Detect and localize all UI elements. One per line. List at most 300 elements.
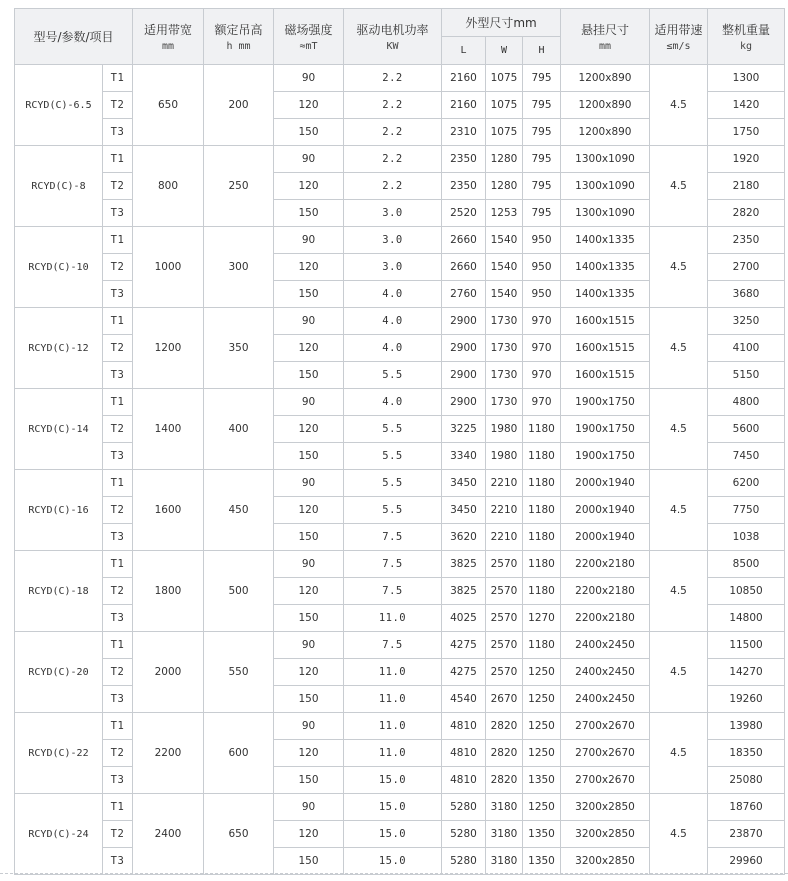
model-name-cell: RCYD(C)-20: [15, 632, 103, 713]
weight-cell: 13980: [708, 713, 785, 740]
table-row: [15, 632, 785, 659]
header-dim-h: H: [523, 37, 561, 65]
weight-cell: 8500: [708, 551, 785, 578]
speed-cell: 4.5: [650, 632, 708, 713]
type-cell: T3: [103, 524, 133, 551]
suspension-cell: 1400x1335: [561, 227, 650, 254]
dim-l-cell: 2660: [442, 254, 486, 281]
belt-width-cell: 2000: [133, 632, 204, 713]
dim-h-cell: 795: [523, 92, 561, 119]
speed-cell: 4.5: [650, 551, 708, 632]
suspension-cell: 2700x2670: [561, 713, 650, 740]
power-cell: 4.0: [344, 335, 442, 362]
dim-l-cell: 2160: [442, 92, 486, 119]
dim-w-cell: 3180: [486, 794, 523, 821]
header-weight: 整机重量 kg: [708, 9, 785, 65]
type-cell: T2: [103, 497, 133, 524]
weight-cell: 7450: [708, 443, 785, 470]
dim-h-cell: 1270: [523, 605, 561, 632]
type-cell: T1: [103, 65, 133, 92]
dim-h-cell: 950: [523, 254, 561, 281]
dim-l-cell: 4810: [442, 767, 486, 794]
power-cell: 11.0: [344, 605, 442, 632]
lift-height-cell: 300: [204, 227, 274, 308]
power-cell: 7.5: [344, 578, 442, 605]
weight-cell: 14270: [708, 659, 785, 686]
dim-w-cell: 1540: [486, 227, 523, 254]
power-cell: 3.0: [344, 254, 442, 281]
dim-h-cell: 1180: [523, 416, 561, 443]
dim-l-cell: 2900: [442, 389, 486, 416]
lift-height-cell: 350: [204, 308, 274, 389]
suspension-cell: 1600x1515: [561, 335, 650, 362]
type-cell: T1: [103, 551, 133, 578]
magnetic-cell: 90: [274, 389, 344, 416]
dim-l-cell: 2160: [442, 65, 486, 92]
speed-cell: 4.5: [650, 65, 708, 146]
magnetic-cell: 150: [274, 362, 344, 389]
dim-h-cell: 970: [523, 389, 561, 416]
type-cell: T2: [103, 173, 133, 200]
dim-w-cell: 1540: [486, 254, 523, 281]
type-cell: T2: [103, 92, 133, 119]
dim-l-cell: 5280: [442, 848, 486, 875]
magnetic-cell: 90: [274, 632, 344, 659]
dim-w-cell: 2570: [486, 605, 523, 632]
type-cell: T2: [103, 254, 133, 281]
magnetic-cell: 150: [274, 767, 344, 794]
table-row: [15, 308, 785, 335]
dim-l-cell: 2660: [442, 227, 486, 254]
dim-h-cell: 1180: [523, 497, 561, 524]
dim-h-cell: 1250: [523, 659, 561, 686]
dim-w-cell: 2210: [486, 524, 523, 551]
dim-w-cell: 1540: [486, 281, 523, 308]
magnetic-cell: 90: [274, 146, 344, 173]
model-name-cell: RCYD(C)-10: [15, 227, 103, 308]
belt-width-cell: 2200: [133, 713, 204, 794]
dim-l-cell: 2760: [442, 281, 486, 308]
type-cell: T2: [103, 740, 133, 767]
suspension-cell: 1600x1515: [561, 308, 650, 335]
dim-w-cell: 3180: [486, 848, 523, 875]
suspension-cell: 2200x2180: [561, 605, 650, 632]
dim-l-cell: 4540: [442, 686, 486, 713]
suspension-cell: 1200x890: [561, 92, 650, 119]
suspension-cell: 2400x2450: [561, 632, 650, 659]
header-suspension: 悬挂尺寸 mm: [561, 9, 650, 65]
suspension-cell: 2700x2670: [561, 767, 650, 794]
weight-cell: 5600: [708, 416, 785, 443]
dim-w-cell: 2670: [486, 686, 523, 713]
dim-w-cell: 1075: [486, 92, 523, 119]
weight-cell: 1920: [708, 146, 785, 173]
dim-h-cell: 1180: [523, 443, 561, 470]
magnetic-cell: 150: [274, 605, 344, 632]
suspension-cell: 1600x1515: [561, 362, 650, 389]
dim-h-cell: 1250: [523, 740, 561, 767]
spec-table: [14, 8, 785, 875]
type-cell: T1: [103, 470, 133, 497]
model-name-cell: RCYD(C)-6.5: [15, 65, 103, 146]
table-row: [15, 470, 785, 497]
dim-h-cell: 1180: [523, 578, 561, 605]
type-cell: T3: [103, 686, 133, 713]
power-cell: 2.2: [344, 65, 442, 92]
type-cell: T3: [103, 848, 133, 875]
dim-h-cell: 1180: [523, 551, 561, 578]
power-cell: 11.0: [344, 740, 442, 767]
magnetic-cell: 150: [274, 443, 344, 470]
model-name-cell: RCYD(C)-22: [15, 713, 103, 794]
suspension-cell: 2400x2450: [561, 686, 650, 713]
suspension-cell: 2200x2180: [561, 578, 650, 605]
type-cell: T1: [103, 713, 133, 740]
weight-cell: 1038: [708, 524, 785, 551]
model-name-cell: RCYD(C)-16: [15, 470, 103, 551]
dim-l-cell: 2900: [442, 362, 486, 389]
magnetic-cell: 90: [274, 551, 344, 578]
weight-cell: 2700: [708, 254, 785, 281]
magnetic-cell: 120: [274, 578, 344, 605]
bottom-divider: [0, 873, 788, 874]
table-row: [15, 65, 785, 92]
belt-width-cell: 1000: [133, 227, 204, 308]
speed-cell: 4.5: [650, 227, 708, 308]
dim-w-cell: 1980: [486, 416, 523, 443]
belt-width-cell: 800: [133, 146, 204, 227]
type-cell: T2: [103, 821, 133, 848]
dim-w-cell: 2210: [486, 497, 523, 524]
type-cell: T3: [103, 767, 133, 794]
lift-height-cell: 600: [204, 713, 274, 794]
table-row: [15, 227, 785, 254]
dim-l-cell: 3620: [442, 524, 486, 551]
suspension-cell: 1200x890: [561, 119, 650, 146]
magnetic-cell: 150: [274, 686, 344, 713]
table-row: [15, 146, 785, 173]
power-cell: 15.0: [344, 794, 442, 821]
lift-height-cell: 250: [204, 146, 274, 227]
dim-l-cell: 4275: [442, 659, 486, 686]
magnetic-cell: 90: [274, 713, 344, 740]
header-power: 驱动电机功率 KW: [344, 9, 442, 65]
type-cell: T1: [103, 227, 133, 254]
suspension-cell: 1200x890: [561, 65, 650, 92]
magnetic-cell: 120: [274, 416, 344, 443]
dim-w-cell: 1280: [486, 173, 523, 200]
suspension-cell: 2000x1940: [561, 470, 650, 497]
dim-h-cell: 970: [523, 335, 561, 362]
weight-cell: 7750: [708, 497, 785, 524]
magnetic-cell: 120: [274, 659, 344, 686]
model-name-cell: RCYD(C)-12: [15, 308, 103, 389]
header-magnetic: 磁场强度 ≈mT: [274, 9, 344, 65]
dim-l-cell: 2520: [442, 200, 486, 227]
suspension-cell: 1300x1090: [561, 146, 650, 173]
weight-cell: 1420: [708, 92, 785, 119]
table-body: [15, 65, 785, 875]
type-cell: T1: [103, 389, 133, 416]
dim-w-cell: 1730: [486, 389, 523, 416]
power-cell: 11.0: [344, 686, 442, 713]
dim-h-cell: 1350: [523, 767, 561, 794]
type-cell: T3: [103, 119, 133, 146]
weight-cell: 25080: [708, 767, 785, 794]
belt-width-cell: 650: [133, 65, 204, 146]
dim-h-cell: 950: [523, 227, 561, 254]
power-cell: 2.2: [344, 173, 442, 200]
dim-l-cell: 2900: [442, 335, 486, 362]
dim-w-cell: 2820: [486, 740, 523, 767]
magnetic-cell: 150: [274, 200, 344, 227]
magnetic-cell: 90: [274, 227, 344, 254]
dim-w-cell: 2820: [486, 713, 523, 740]
weight-cell: 1300: [708, 65, 785, 92]
power-cell: 15.0: [344, 848, 442, 875]
lift-height-cell: 450: [204, 470, 274, 551]
magnetic-cell: 150: [274, 524, 344, 551]
power-cell: 4.0: [344, 389, 442, 416]
power-cell: 5.5: [344, 470, 442, 497]
dim-l-cell: 3340: [442, 443, 486, 470]
dim-w-cell: 1075: [486, 119, 523, 146]
weight-cell: 2350: [708, 227, 785, 254]
dim-h-cell: 950: [523, 281, 561, 308]
type-cell: T2: [103, 659, 133, 686]
model-name-cell: RCYD(C)-24: [15, 794, 103, 875]
belt-width-cell: 2400: [133, 794, 204, 875]
type-cell: T1: [103, 794, 133, 821]
power-cell: 2.2: [344, 146, 442, 173]
power-cell: 15.0: [344, 767, 442, 794]
magnetic-cell: 120: [274, 173, 344, 200]
belt-width-cell: 1400: [133, 389, 204, 470]
magnetic-cell: 120: [274, 254, 344, 281]
table-header: [15, 9, 785, 65]
dim-l-cell: 4025: [442, 605, 486, 632]
weight-cell: 18760: [708, 794, 785, 821]
dim-w-cell: 1075: [486, 65, 523, 92]
magnetic-cell: 150: [274, 848, 344, 875]
dim-w-cell: 2210: [486, 470, 523, 497]
lift-height-cell: 550: [204, 632, 274, 713]
magnetic-cell: 120: [274, 335, 344, 362]
lift-height-cell: 650: [204, 794, 274, 875]
suspension-cell: 2000x1940: [561, 524, 650, 551]
power-cell: 5.5: [344, 362, 442, 389]
weight-cell: 14800: [708, 605, 785, 632]
magnetic-cell: 150: [274, 119, 344, 146]
suspension-cell: 1900x1750: [561, 389, 650, 416]
dim-w-cell: 1730: [486, 362, 523, 389]
dim-h-cell: 1250: [523, 794, 561, 821]
lift-height-cell: 500: [204, 551, 274, 632]
dim-w-cell: 1253: [486, 200, 523, 227]
dim-l-cell: 3825: [442, 551, 486, 578]
weight-cell: 3250: [708, 308, 785, 335]
dim-l-cell: 3450: [442, 470, 486, 497]
weight-cell: 11500: [708, 632, 785, 659]
power-cell: 15.0: [344, 821, 442, 848]
dim-h-cell: 1180: [523, 470, 561, 497]
type-cell: T3: [103, 281, 133, 308]
suspension-cell: 2000x1940: [561, 497, 650, 524]
speed-cell: 4.5: [650, 146, 708, 227]
type-cell: T3: [103, 362, 133, 389]
dim-h-cell: 1180: [523, 524, 561, 551]
dim-l-cell: 2350: [442, 146, 486, 173]
weight-cell: 23870: [708, 821, 785, 848]
power-cell: 5.5: [344, 497, 442, 524]
dim-w-cell: 2820: [486, 767, 523, 794]
dim-l-cell: 3450: [442, 497, 486, 524]
suspension-cell: 2700x2670: [561, 740, 650, 767]
dim-h-cell: 970: [523, 308, 561, 335]
power-cell: 7.5: [344, 551, 442, 578]
weight-cell: 3680: [708, 281, 785, 308]
power-cell: 2.2: [344, 92, 442, 119]
suspension-cell: 2200x2180: [561, 551, 650, 578]
dim-h-cell: 970: [523, 362, 561, 389]
power-cell: 3.0: [344, 227, 442, 254]
power-cell: 3.0: [344, 200, 442, 227]
dim-h-cell: 795: [523, 146, 561, 173]
header-speed: 适用带速 ≤m/s: [650, 9, 708, 65]
magnetic-cell: 90: [274, 65, 344, 92]
dim-l-cell: 2900: [442, 308, 486, 335]
lift-height-cell: 400: [204, 389, 274, 470]
type-cell: T1: [103, 146, 133, 173]
dim-l-cell: 4810: [442, 740, 486, 767]
header-model: 型号/参数/项目: [15, 9, 133, 65]
speed-cell: 4.5: [650, 794, 708, 875]
dim-w-cell: 3180: [486, 821, 523, 848]
magnetic-cell: 90: [274, 308, 344, 335]
suspension-cell: 1900x1750: [561, 443, 650, 470]
suspension-cell: 3200x2850: [561, 821, 650, 848]
magnetic-cell: 90: [274, 794, 344, 821]
lift-height-cell: 200: [204, 65, 274, 146]
model-name-cell: RCYD(C)-8: [15, 146, 103, 227]
power-cell: 5.5: [344, 443, 442, 470]
dim-w-cell: 2570: [486, 659, 523, 686]
power-cell: 7.5: [344, 632, 442, 659]
table-row: [15, 551, 785, 578]
table-row: [15, 713, 785, 740]
dim-h-cell: 795: [523, 200, 561, 227]
power-cell: 4.0: [344, 308, 442, 335]
belt-width-cell: 1800: [133, 551, 204, 632]
weight-cell: 10850: [708, 578, 785, 605]
dim-l-cell: 3225: [442, 416, 486, 443]
header-dim-w: W: [486, 37, 523, 65]
header-lift-height: 额定吊高 h mm: [204, 9, 274, 65]
type-cell: T3: [103, 605, 133, 632]
dim-w-cell: 1730: [486, 308, 523, 335]
dim-l-cell: 4275: [442, 632, 486, 659]
dim-h-cell: 795: [523, 173, 561, 200]
dim-l-cell: 2350: [442, 173, 486, 200]
suspension-cell: 2400x2450: [561, 659, 650, 686]
speed-cell: 4.5: [650, 389, 708, 470]
dim-w-cell: 2570: [486, 632, 523, 659]
header-belt-width: 适用带宽 mm: [133, 9, 204, 65]
power-cell: 5.5: [344, 416, 442, 443]
type-cell: T2: [103, 578, 133, 605]
header-dims: 外型尺寸mm: [442, 9, 561, 37]
magnetic-cell: 120: [274, 821, 344, 848]
type-cell: T2: [103, 335, 133, 362]
suspension-cell: 3200x2850: [561, 848, 650, 875]
table-row: [15, 389, 785, 416]
weight-cell: 1750: [708, 119, 785, 146]
speed-cell: 4.5: [650, 470, 708, 551]
weight-cell: 6200: [708, 470, 785, 497]
power-cell: 2.2: [344, 119, 442, 146]
magnetic-cell: 120: [274, 740, 344, 767]
weight-cell: 18350: [708, 740, 785, 767]
magnetic-cell: 90: [274, 470, 344, 497]
dim-l-cell: 2310: [442, 119, 486, 146]
weight-cell: 4800: [708, 389, 785, 416]
dim-h-cell: 1250: [523, 686, 561, 713]
suspension-cell: 1400x1335: [561, 254, 650, 281]
weight-cell: 4100: [708, 335, 785, 362]
suspension-cell: 1300x1090: [561, 200, 650, 227]
dim-h-cell: 795: [523, 119, 561, 146]
suspension-cell: 3200x2850: [561, 794, 650, 821]
dim-w-cell: 2570: [486, 551, 523, 578]
dim-h-cell: 1350: [523, 848, 561, 875]
dim-l-cell: 3825: [442, 578, 486, 605]
weight-cell: 2180: [708, 173, 785, 200]
dim-h-cell: 1180: [523, 632, 561, 659]
type-cell: T2: [103, 416, 133, 443]
model-name-cell: RCYD(C)-14: [15, 389, 103, 470]
dim-w-cell: 1280: [486, 146, 523, 173]
type-cell: T3: [103, 200, 133, 227]
magnetic-cell: 120: [274, 497, 344, 524]
weight-cell: 19260: [708, 686, 785, 713]
type-cell: T3: [103, 443, 133, 470]
magnetic-cell: 120: [274, 92, 344, 119]
weight-cell: 29960: [708, 848, 785, 875]
speed-cell: 4.5: [650, 308, 708, 389]
weight-cell: 2820: [708, 200, 785, 227]
model-name-cell: RCYD(C)-18: [15, 551, 103, 632]
dim-l-cell: 4810: [442, 713, 486, 740]
header-dim-l: L: [442, 37, 486, 65]
dim-w-cell: 1730: [486, 335, 523, 362]
magnetic-cell: 150: [274, 281, 344, 308]
belt-width-cell: 1600: [133, 470, 204, 551]
dim-l-cell: 5280: [442, 794, 486, 821]
dim-h-cell: 1250: [523, 713, 561, 740]
power-cell: 7.5: [344, 524, 442, 551]
power-cell: 11.0: [344, 659, 442, 686]
weight-cell: 5150: [708, 362, 785, 389]
suspension-cell: 1400x1335: [561, 281, 650, 308]
speed-cell: 4.5: [650, 713, 708, 794]
dim-w-cell: 2570: [486, 578, 523, 605]
suspension-cell: 1300x1090: [561, 173, 650, 200]
power-cell: 11.0: [344, 713, 442, 740]
dim-h-cell: 1350: [523, 821, 561, 848]
suspension-cell: 1900x1750: [561, 416, 650, 443]
type-cell: T1: [103, 632, 133, 659]
dim-l-cell: 5280: [442, 821, 486, 848]
